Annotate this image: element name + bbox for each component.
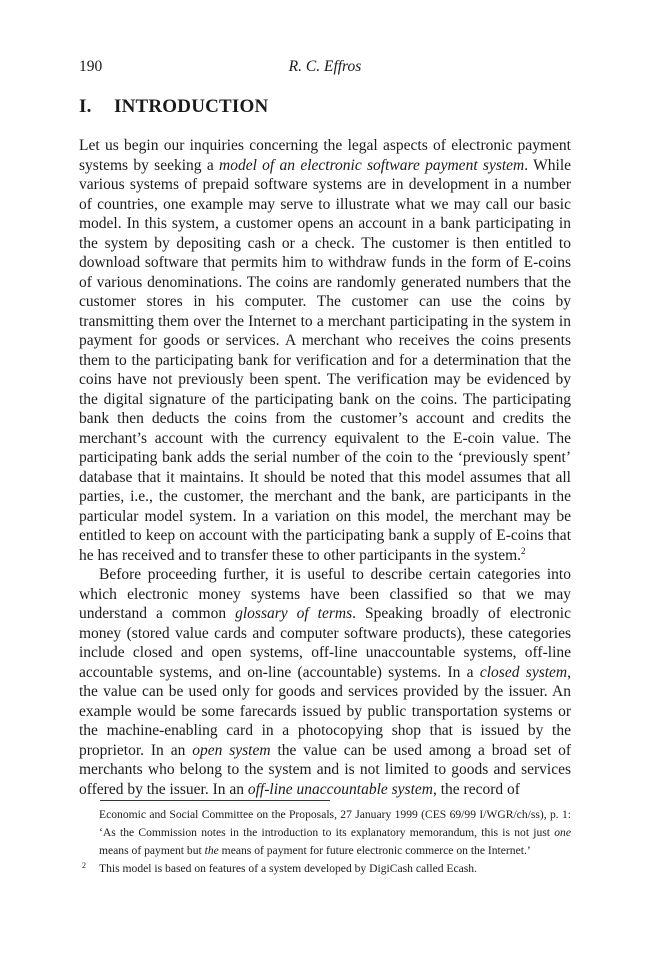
italic-text: glossary of terms [235, 605, 353, 622]
footnote-divider [100, 800, 330, 801]
body-text [79, 136, 571, 799]
italic-text: open system [192, 741, 271, 759]
italic-text: the [204, 844, 219, 857]
footnote-item [79, 860, 571, 878]
footnote-mark: 2 [82, 861, 86, 870]
section-heading [79, 96, 268, 118]
paragraph-model-description [79, 136, 571, 565]
italic-text: closed system [479, 663, 568, 681]
text-run: , the value can be used only for goods and services provided by the issuer. An example would be some farecards issued by public transportation systems or the machine-enabling card in a photocopying shop that is issued by the proprietor. In an [79, 663, 571, 759]
text-run: , the record of [432, 780, 520, 798]
page-number: 190 [79, 58, 103, 75]
footnotes [79, 806, 571, 878]
running-header [79, 58, 571, 80]
italic-text: off-line unaccountable system [247, 780, 433, 798]
section-title: INTRODUCTION [114, 96, 269, 117]
text-run: means of payment but [99, 844, 205, 857]
italic-text: one [554, 826, 571, 839]
text-run: Let us begin our inquiries concerning the legal aspects of electronic payment systems by seeking a [79, 137, 571, 174]
text-run: Economic and Social Committee on the Proposals, 27 January 1999 (CES 69/99 I/WGR/ch/ss), p. 1: ‘As the Commission notes in the introduction to its explanatory memorandum, this is not just [99, 808, 571, 839]
italic-text: model of an electronic software payment system [219, 156, 525, 174]
text-run: Before proceeding further, it is useful to describe certain categories into which electronic money systems have been classified so that we may understand a common [79, 566, 571, 622]
paragraph-glossary-of-terms [79, 565, 571, 799]
text-run: means of payment for future electronic commerce on the Internet.’ [218, 844, 531, 857]
section-number: I. [79, 96, 92, 117]
text-run: . Speaking broadly of electronic money (stored value cards and computer software products), these categories include closed and open systems, off-line unaccountable systems, off-line accountable systems, and on-line (accountable) systems. In a [79, 605, 571, 681]
footnote-text: This model is based on features of a system developed by DigiCash called Ecash. [99, 862, 477, 875]
footnote-continuation [79, 806, 571, 860]
running-head-author: R. C. Effros [288, 58, 362, 75]
text-run: the value can be used among a broad set of merchants who belong to the system and is not limited to goods and services offered by the issuer. In an [79, 741, 571, 798]
text-run: . While various systems of prepaid software systems are in development in a number of countries, one example may serve to illustrate what we may call our basic model. In this system, a customer opens an account in a bank participating in the system by depositing cash or a check. The customer is then entitled to download software that permits him to withdraw funds in the form of E-coins of various denominations. The coins are randomly generated numbers that the customer stores in his computer. The customer can use the coins by transmitting them over the Internet to a merchant participating in the system in payment for goods or services. A merchant who receives the coins presents them to the participating bank for verification and for a determination that the coins have not previously been spent. The verification may be evidenced by the digital signature of the participating bank on the coins. The participating bank then deducts the coins from the customer’s account and credits the merchant’s account with the currency equivalent to the E-coin value. The participating bank adds the serial number of the coin to the ‘previously spent’ database that it maintains. It should be noted that this model assumes that all parties, i.e., the customer, the merchant and the bank, are participants in the particular model system. In a variation on this model, the merchant may be entitled to keep on account with the participating bank a supply of E-coins that he has received and to transfer these to other participants in the system. [79, 156, 572, 564]
footnote-reference: 2 [521, 545, 526, 556]
footnote-list [79, 860, 571, 878]
